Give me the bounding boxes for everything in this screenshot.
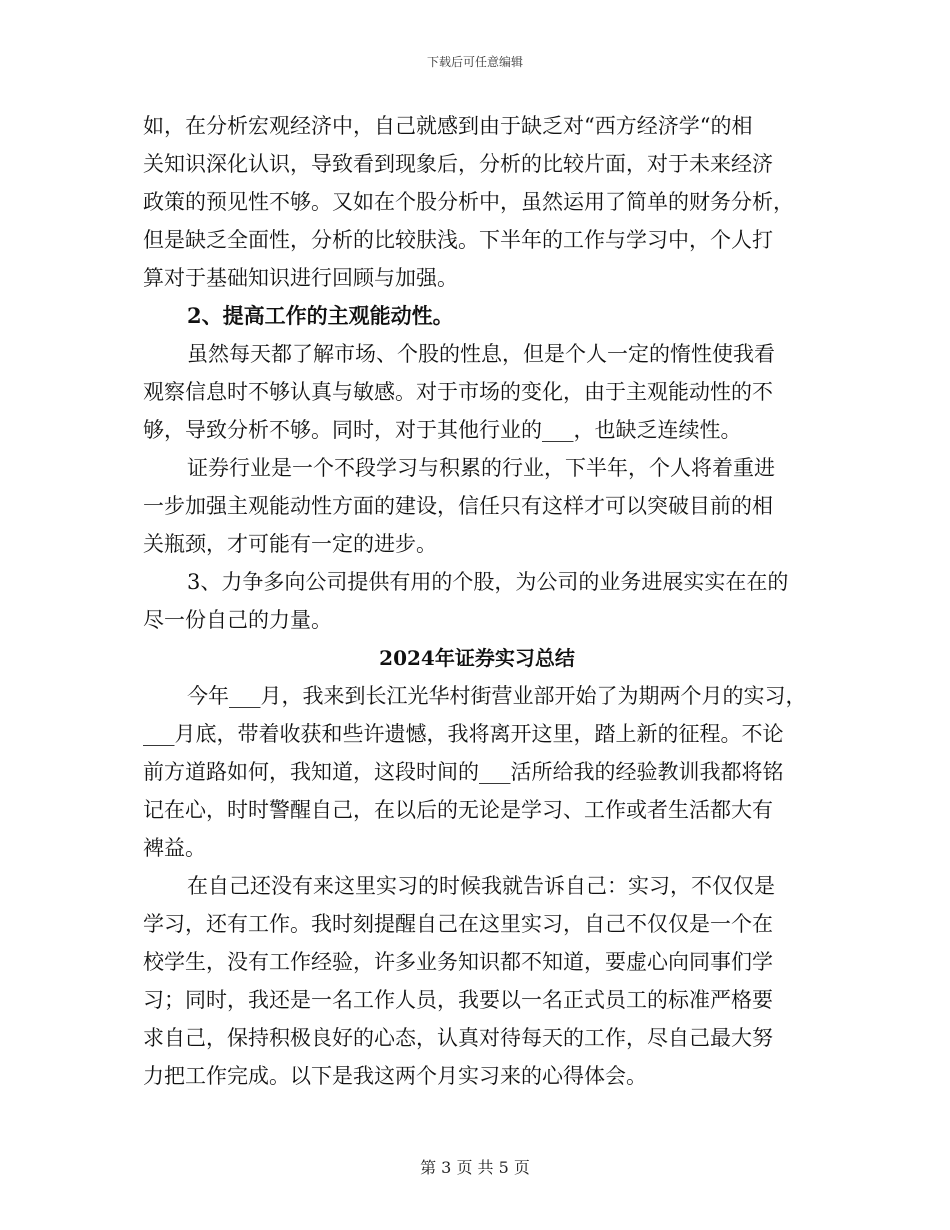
- text-line: 3、力争多向公司提供有用的个股，为公司的业务进展实实在在的: [187, 570, 789, 594]
- text-line: 学习，还有工作。我时刻提醒自己在这里实习，自己不仅仅是一个在: [143, 912, 773, 936]
- text-line: 力把工作完成。以下是我这两个月实习来的心得体会。: [143, 1064, 647, 1088]
- text-line: 记在心，时时警醒自己，在以后的无论是学习、工作或者生活都大有: [143, 798, 773, 822]
- text-line: 校学生，没有工作经验，许多业务知识都不知道，要虚心向同事们学: [143, 950, 773, 974]
- text-line: 习；同时，我还是一名工作人员，我要以一名正式员工的标准严格要: [143, 988, 773, 1012]
- text-line: 够，导致分析不够。同时，对于其他行业的___，也缺乏连续性。: [143, 418, 742, 442]
- text-line: 关知识深化认识，导致看到现象后，分析的比较片面，对于未来经济: [143, 152, 773, 176]
- text-line: 求自己，保持积极良好的心态，认真对待每天的工作，尽自己最大努: [143, 1026, 773, 1050]
- text-line: 算对于基础知识进行回顾与加强。: [143, 266, 458, 290]
- text-line: 证券行业是一个不段学习与积累的行业，下半年，个人将着重进: [187, 456, 775, 480]
- text-line: ___月底，带着收获和些许遗憾，我将离开这里，踏上新的征程。不论: [143, 722, 784, 746]
- text-line: 一步加强主观能动性方面的建设，信任只有这样才可以突破目前的相: [143, 494, 773, 518]
- text-line: 尽一份自己的力量。: [143, 608, 332, 632]
- text-line: 今年___月，我来到长江光华村街营业部开始了为期两个月的实习，: [187, 684, 807, 708]
- text-line: 但是缺乏全面性，分析的比较肤浅。下半年的工作与学习中，个人打: [143, 228, 773, 252]
- text-line: 虽然每天都了解市场、个股的性息，但是个人一定的惰性使我看: [187, 342, 775, 366]
- text-line: 在自己还没有来这里实习的时候我就告诉自己：实习，不仅仅是: [187, 874, 775, 898]
- page-header: 下载后可任意编辑: [426, 55, 523, 69]
- text-line: 裨益。: [143, 836, 206, 860]
- text-line: 关瓶颈，才可能有一定的进步。: [143, 532, 437, 556]
- subsection-heading: 2、提高工作的主观能动性。: [187, 303, 454, 328]
- text-line: 前方道路如何，我知道，这段时间的___活所给我的经验教训我都将铭: [143, 760, 784, 784]
- section-heading: 2024年证券实习总结: [379, 646, 575, 670]
- page-footer: 第 3 页 共 5 页: [420, 1158, 530, 1177]
- text-line: 政策的预见性不够。又如在个股分析中，虽然运用了简单的财务分析，: [143, 190, 794, 214]
- text-line: 观察信息时不够认真与敏感。对于市场的变化，由于主观能动性的不: [143, 380, 773, 404]
- text-line: 如，在分析宏观经济中，自己就感到由于缺乏对“西方经济学“的相: [143, 114, 753, 138]
- document-body: [143, 107, 811, 1095]
